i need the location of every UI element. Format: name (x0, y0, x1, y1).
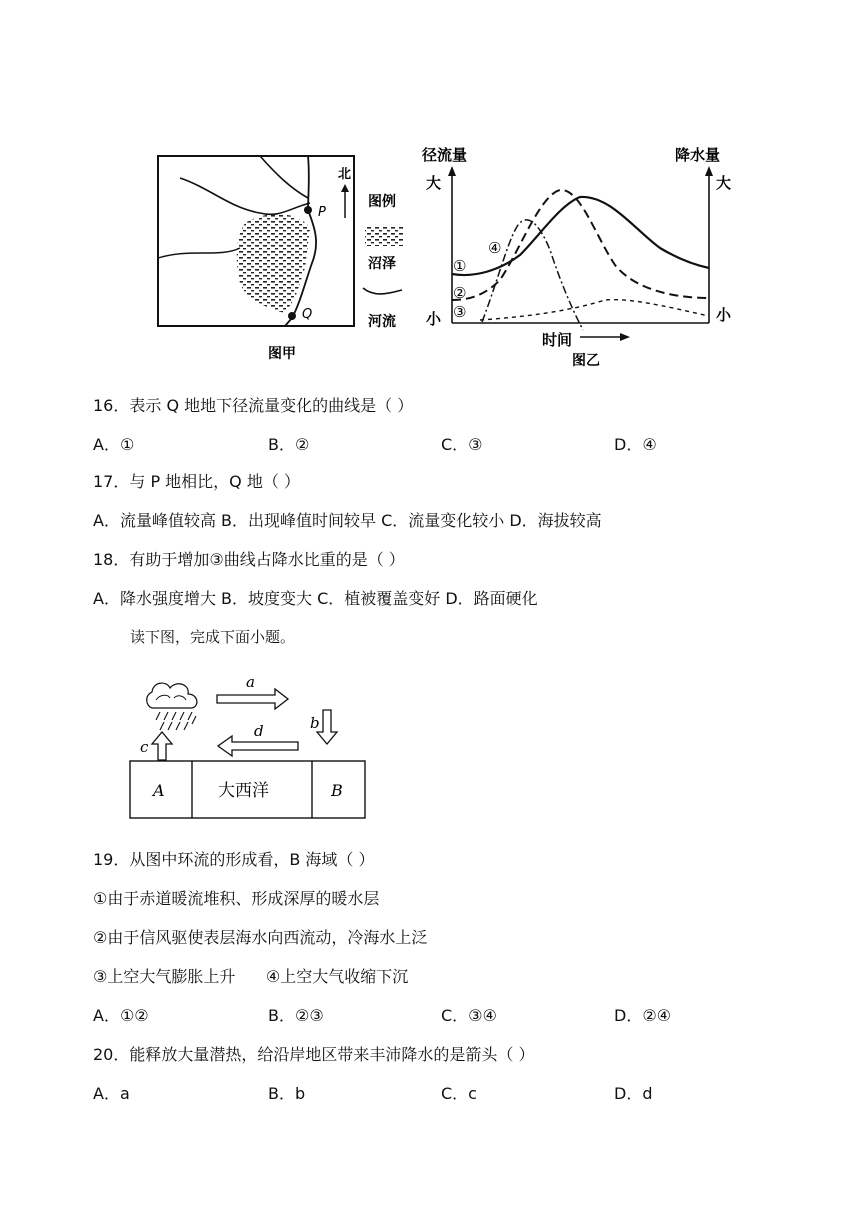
rain-cloud-icon (147, 683, 197, 730)
box-b-label: B (331, 781, 343, 800)
contour-line (180, 178, 310, 214)
curve-2-label: ② (453, 284, 467, 302)
q20-option-c[interactable]: C．c (441, 1084, 477, 1103)
y-left-axis-label: 径流量 (422, 146, 468, 164)
q20-option-d[interactable]: D．d (614, 1084, 653, 1103)
legend-river-label: 河流 (368, 314, 396, 330)
q19-item-3-4: ③上空大气膨胀上升 ④上空大气收缩下沉 (93, 967, 409, 986)
box-atlantic-label: 大西洋 (218, 781, 269, 801)
left-small-label: 小 (426, 310, 442, 328)
arrow-a-icon (217, 689, 288, 709)
legend-river-swatch (363, 288, 402, 294)
curve-1-label: ① (453, 257, 467, 275)
point-q-marker (288, 312, 296, 320)
question-20-stem: 20．能释放大量潜热，给沿岸地区带来丰沛降水的是箭头（ ） (93, 1045, 535, 1064)
figure-ocean-circulation (120, 670, 380, 830)
arrow-a-label: a (246, 673, 255, 691)
q19-option-d[interactable]: D．②④ (614, 1006, 672, 1025)
point-p-label: P (318, 205, 326, 220)
right-y-arrow-icon (705, 166, 713, 176)
q16-option-b[interactable]: B．② (268, 435, 310, 454)
q17-options[interactable]: A．流量峰值较高 B．出现峰值时间较早 C．流量变化较小 D．海拔较高 (93, 511, 602, 530)
north-label: 北 (338, 167, 352, 182)
legend-swamp-swatch (365, 226, 403, 246)
q16-option-a[interactable]: A．① (93, 435, 135, 454)
q19-option-c[interactable]: C．③④ (441, 1006, 497, 1025)
question-17-stem: 17．与 P 地相比，Q 地（ ） (93, 472, 300, 491)
curve-1-solid (452, 197, 709, 275)
figure-jia-caption: 图甲 (268, 346, 296, 362)
point-q-label: Q (302, 307, 313, 322)
box-a-label: A (153, 781, 165, 800)
arrow-c-label: c (140, 738, 149, 756)
arrow-d-label: d (254, 722, 264, 740)
question-16-stem: 16．表示 Q 地地下径流量变化的曲线是（ ） (93, 396, 414, 415)
q20-option-a[interactable]: A．a (93, 1084, 130, 1103)
intro-text: 读下图，完成下面小题。 (130, 628, 296, 646)
curve-4-label: ④ (488, 239, 502, 257)
right-small-label: 小 (716, 306, 732, 324)
north-arrowhead-icon (341, 184, 349, 192)
question-18-stem: 18．有助于增加③曲线占降水比重的是（ ） (93, 550, 405, 569)
right-big-label: 大 (716, 174, 732, 192)
contour-line (260, 156, 308, 198)
q19-item-1: ①由于赤道暖流堆积、形成深厚的暖水层 (93, 889, 380, 908)
x-axis-label: 时间 (542, 331, 573, 349)
q18-options[interactable]: A．降水强度增大 B．坡度变大 C．植被覆盖变好 D．路面硬化 (93, 589, 538, 608)
arrow-c-icon (152, 732, 172, 760)
q19-item-2: ②由于信风驱使表层海水向西流动，冷海水上泛 (93, 928, 428, 947)
q20-option-b[interactable]: B．b (268, 1084, 306, 1103)
left-big-label: 大 (426, 174, 442, 192)
q16-option-c[interactable]: C．③ (441, 435, 483, 454)
arrow-b-icon (317, 710, 337, 744)
figure-yi-caption: 图乙 (572, 353, 600, 369)
curve-3-dotted (480, 300, 709, 320)
contour-line (158, 248, 240, 258)
arrow-b-label: b (310, 714, 320, 732)
q19-option-b[interactable]: B．②③ (268, 1006, 324, 1025)
curve-3-label: ③ (453, 303, 467, 321)
point-p-marker (304, 206, 312, 214)
question-19-stem: 19．从图中环流的形成看，B 海域（ ） (93, 850, 375, 869)
time-arrowhead-icon (620, 333, 630, 341)
q16-option-d[interactable]: D．④ (614, 435, 657, 454)
figure-jia-map (150, 148, 420, 368)
legend-swamp-label: 沼泽 (368, 256, 396, 272)
curve-4-dashdot (482, 220, 583, 330)
left-y-arrow-icon (448, 166, 456, 176)
figure-yi-chart (420, 140, 750, 372)
q19-option-a[interactable]: A．①② (93, 1006, 149, 1025)
swamp-area (237, 214, 310, 313)
legend-title: 图例 (368, 194, 396, 210)
y-right-axis-label: 降水量 (675, 146, 721, 164)
